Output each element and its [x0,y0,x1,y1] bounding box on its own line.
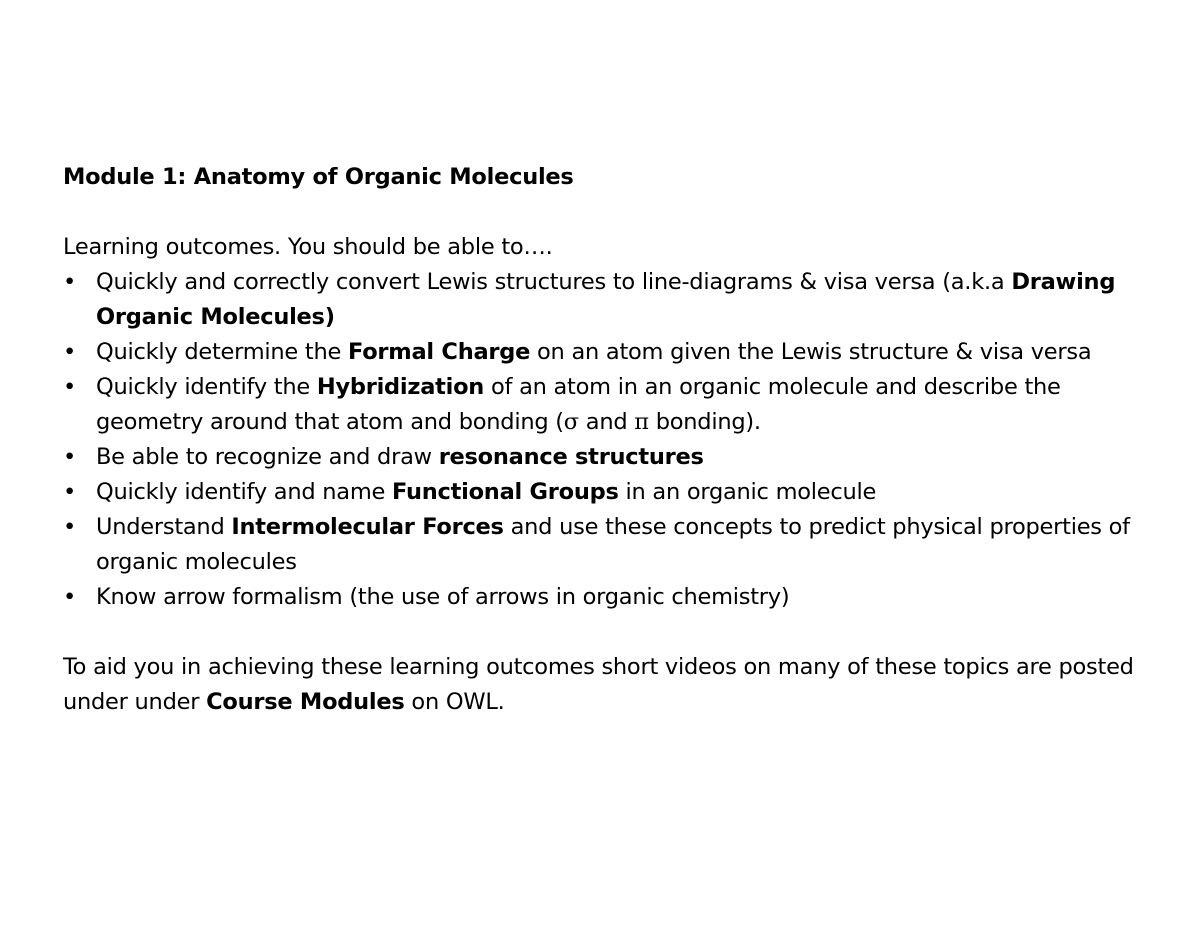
greek-symbol: π [634,409,649,435]
module-title: Module 1: Anatomy of Organic Molecules [63,164,574,190]
text-run: of an atom in an organic molecule and describe the geometry around that atom and bonding ( [96,374,1061,435]
bullet-icon: • [63,514,77,540]
text-run: on OWL. [404,689,505,715]
learning-outcomes-list [63,265,1143,615]
slide-content [63,160,1143,720]
bullet-icon: • [63,444,77,470]
text-run: To aid you in achieving these learning outcomes short videos on many of these topics are posted under under [63,654,1134,715]
learning-outcome-item [63,265,1143,335]
text-run: on an atom given the Lewis structure & visa versa [530,339,1092,365]
closing-text [63,650,1143,720]
text-run: Be able to recognize and draw [96,444,439,470]
text-run: Quickly identify the [96,374,317,400]
text-run: Understand [96,514,232,540]
text-run: Quickly identify and name [96,479,392,505]
spacer [63,195,1143,230]
learning-outcome-item [63,510,1143,580]
bold-term: Functional Groups [392,479,619,505]
bold-term: Drawing Organic Molecules) [96,269,1116,330]
text-run: Quickly determine the [96,339,348,365]
spacer [63,615,1143,650]
text-run: and use these concepts to predict physical properties of organic molecules [96,514,1130,575]
learning-outcome-item [63,580,1143,615]
bullet-icon: • [63,374,77,400]
text-run: Quickly and correctly convert Lewis structures to line-diagrams & visa versa (a.k.a [96,269,1012,295]
bold-term: Course Modules [206,689,405,715]
learning-outcome-item [63,440,1143,475]
greek-symbol: σ [563,409,579,435]
text-run: bonding). [648,409,761,435]
text-run: in an organic molecule [618,479,877,505]
bullet-icon: • [63,269,77,295]
bullet-icon: • [63,584,77,610]
bold-term: resonance structures [438,444,704,470]
bold-term: Formal Charge [348,339,531,365]
learning-outcome-item [63,370,1143,440]
text-run: Know arrow formalism (the use of arrows in organic chemistry) [96,584,790,610]
intro-text: Learning outcomes. You should be able to…. [63,234,553,260]
bold-term: Intermolecular Forces [231,514,504,540]
text-run: and [578,409,635,435]
bullet-icon: • [63,339,77,365]
bullet-icon: • [63,479,77,505]
learning-outcome-item [63,335,1143,370]
bold-term: Hybridization [316,374,485,400]
learning-outcome-item [63,475,1143,510]
